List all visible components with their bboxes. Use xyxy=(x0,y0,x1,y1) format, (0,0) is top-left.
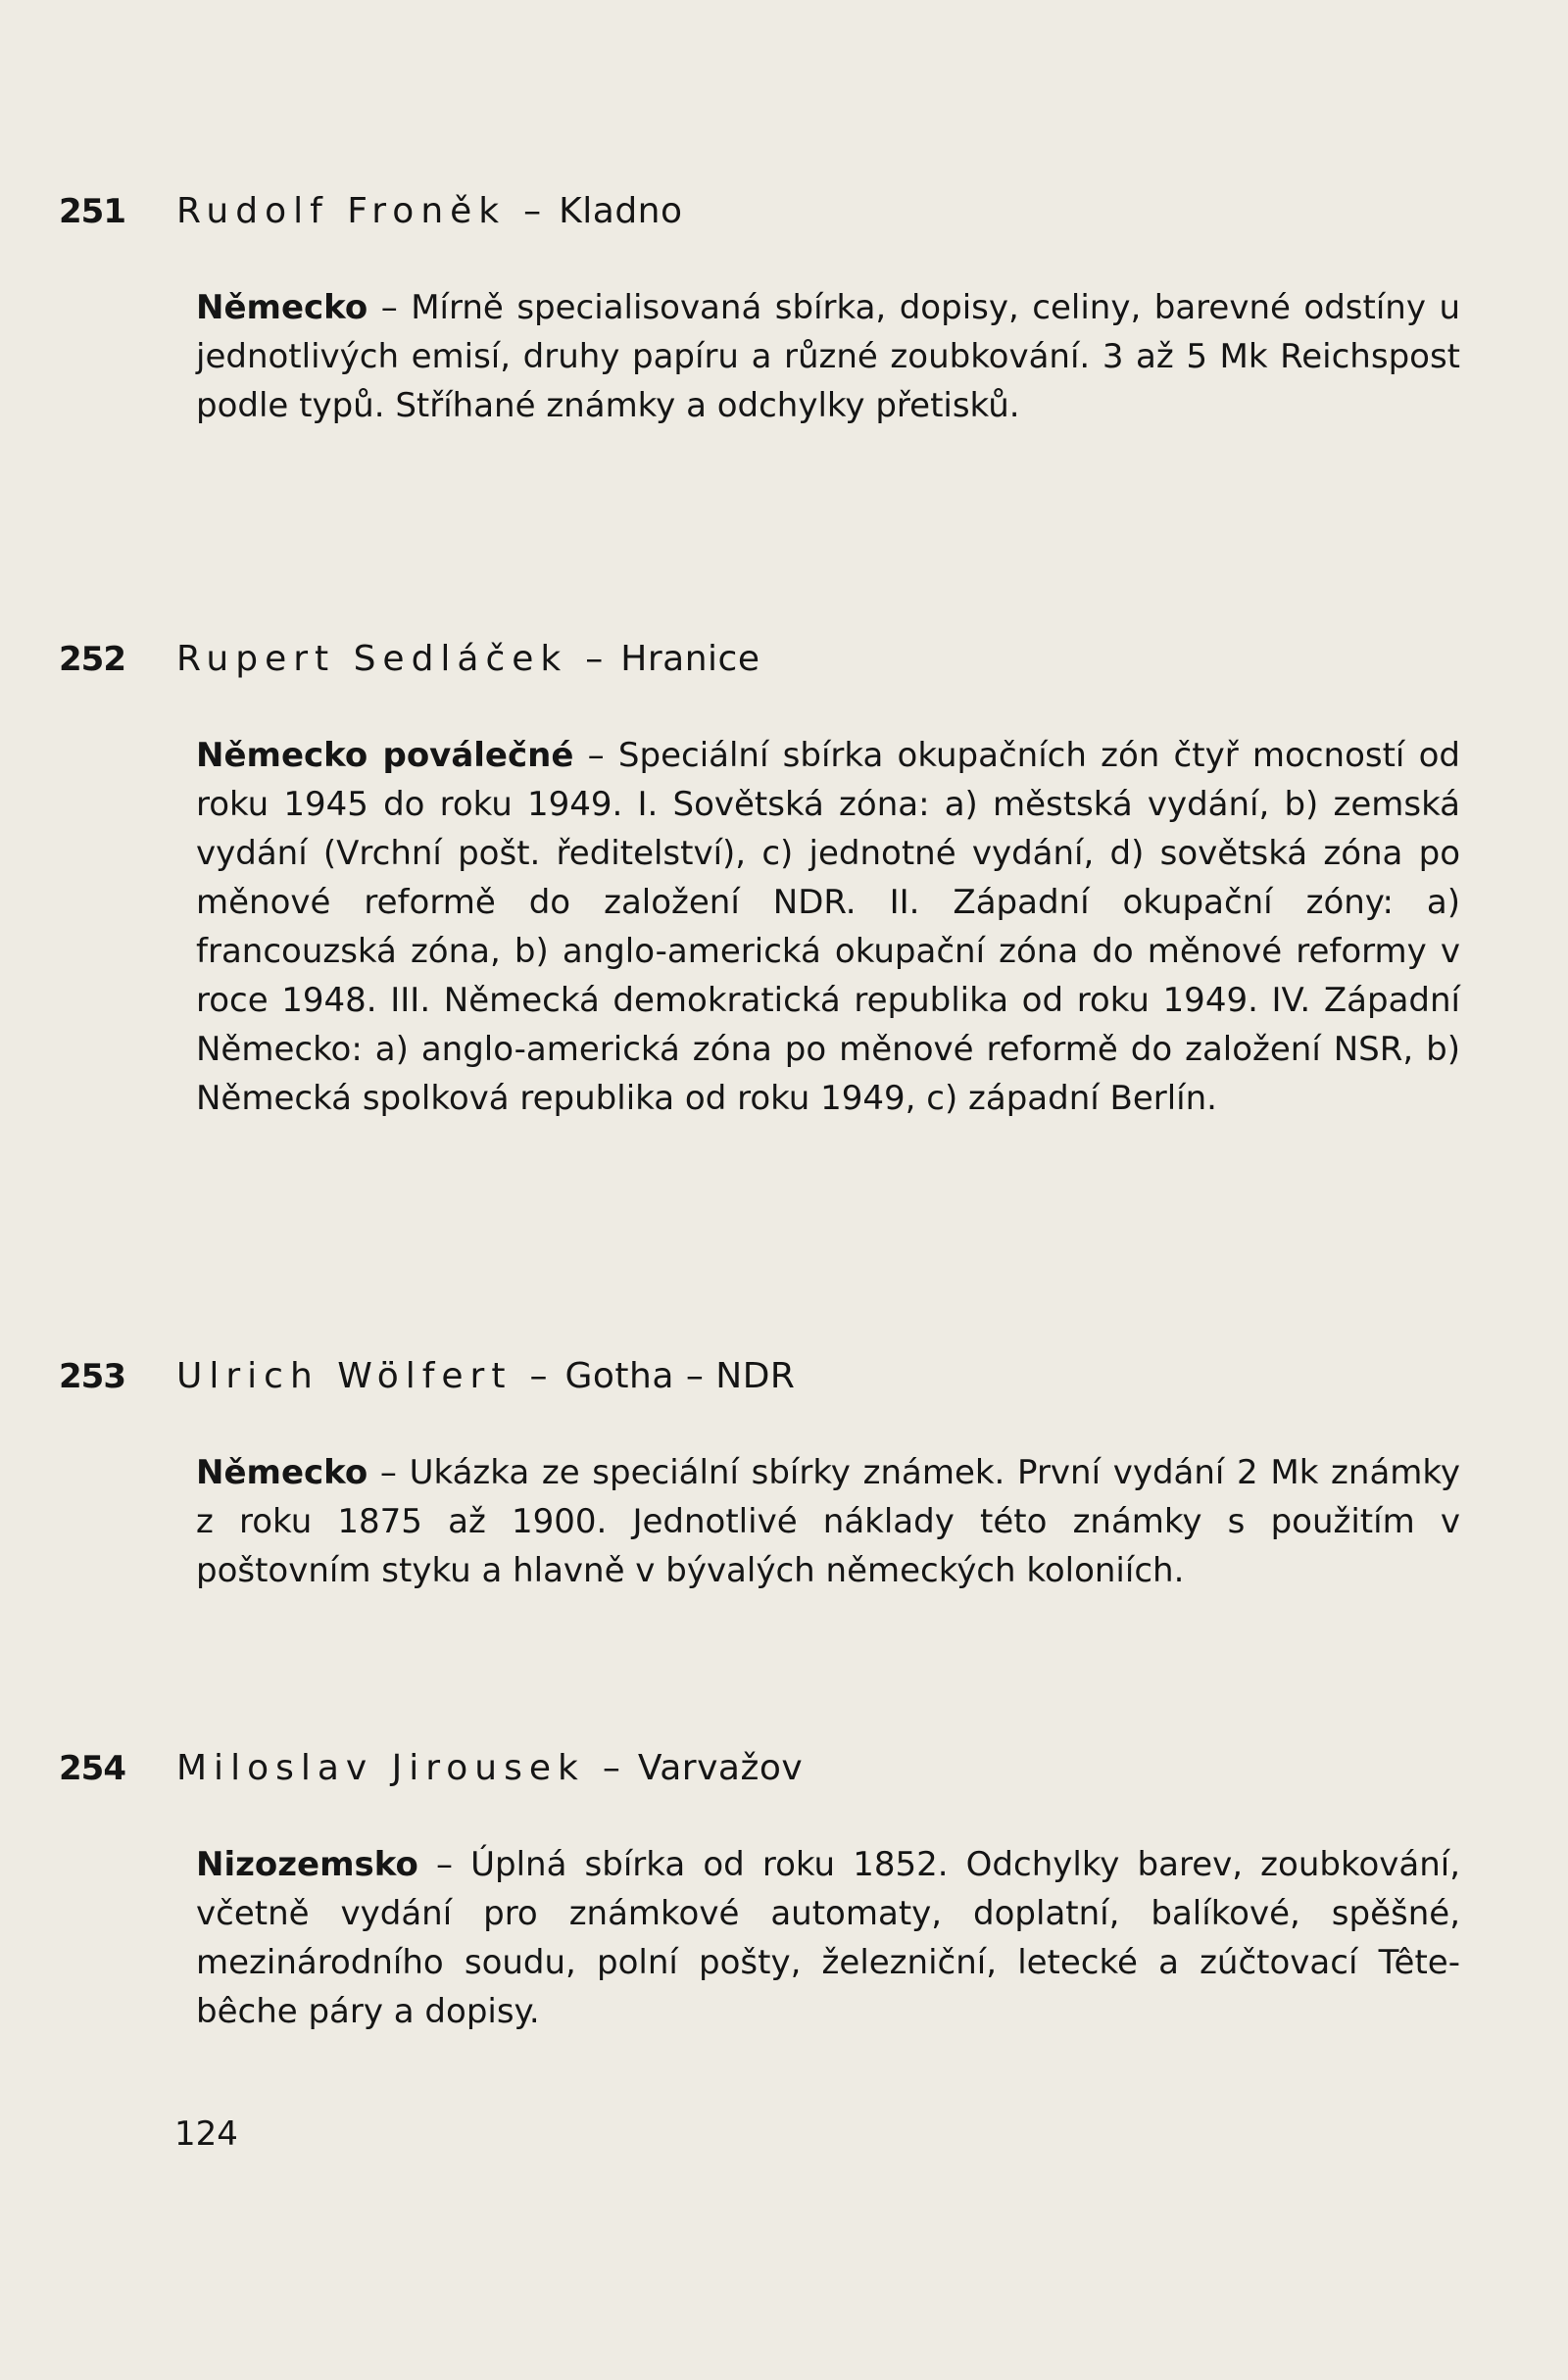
description-text: Ukázka ze speciální sbírky známek. První vydání 2 Mk známky z roku 1875 až 1900. Jednotlivé náklady této známky s použitím v poštovním styku a hlavně v bývalých německých koloniích. xyxy=(196,1453,1461,1590)
page-number: 124 xyxy=(174,2114,238,2154)
entry-252 xyxy=(59,639,1460,1123)
country-dash: – xyxy=(435,1845,471,1884)
entry-number: 253 xyxy=(59,1357,125,1396)
entry-header xyxy=(59,1748,1460,1807)
country-name: Nizozemsko xyxy=(196,1845,418,1884)
separator-dash: – xyxy=(523,191,542,231)
entry-254 xyxy=(59,1748,1460,2036)
collector-place: Gotha – NDR xyxy=(564,1356,796,1396)
entry-description xyxy=(196,1840,1460,2036)
entry-header xyxy=(59,191,1460,250)
entry-description xyxy=(196,283,1460,430)
collector-place: Hranice xyxy=(620,639,760,679)
description-text: Speciální sbírka okupačních zón čtyř mocností od roku 1945 do roku 1949. I. Sovětská zóna: a) městská vydání, b) zemská vydání (Vrchní pošt. ředitelství), c) jednotné vydání, d) sovětská zóna po měnové reformě do založení NDR. II. Západní okupační zóny: a) francouzská zóna, b) anglo-americká okupační zóna do měnové reformy v roce 1948. III. Německá demokratická republika od roku 1949. IV. Západní Německo: a) anglo-americká zóna po měnové reformě do založení NSR, b) Německá spolková republika od roku 1949, c) západní Berlín. xyxy=(196,736,1461,1118)
collector-name: Rudolf Froněk xyxy=(176,191,507,231)
description-text: Úplná sbírka od roku 1852. Odchylky barev, zoubkování, včetně vydání pro známkové automaty, doplatní, balíkové, spěšné, mezinárodního soudu, polní pošty, železniční, letecké a zúčtovací Tête-bêche páry a dopisy. xyxy=(196,1845,1461,2031)
separator-dash: – xyxy=(602,1748,620,1788)
entry-number: 254 xyxy=(59,1749,125,1788)
entry-251 xyxy=(59,191,1460,430)
collector-name: Miloslav Jirousek xyxy=(176,1748,585,1788)
collector-place: Varvažov xyxy=(637,1748,804,1788)
entry-253 xyxy=(59,1356,1460,1595)
country-dash: – xyxy=(379,1453,410,1492)
entry-description xyxy=(196,731,1460,1123)
entry-number: 251 xyxy=(59,192,125,231)
entry-description xyxy=(196,1448,1460,1595)
country-name: Německo xyxy=(196,1453,368,1492)
collector-name: Rupert Sedláček xyxy=(176,639,568,679)
country-dash: – xyxy=(587,736,618,775)
entry-header xyxy=(59,639,1460,698)
collector-place: Kladno xyxy=(559,191,683,231)
country-dash: – xyxy=(380,288,412,327)
description-text: Mírně specialisovaná sbírka, dopisy, celiny, barevné odstíny u jednotlivých emisí, druhy papíru a různé zoubkování. 3 až 5 Mk Reichspost podle typů. Stříhané známky a odchylky přetisků. xyxy=(196,288,1460,425)
collector-name: Ulrich Wölfert xyxy=(176,1356,513,1396)
entry-number: 252 xyxy=(59,640,125,679)
separator-dash: – xyxy=(585,639,604,679)
country-name: Německo xyxy=(196,288,368,327)
entry-header xyxy=(59,1356,1460,1415)
separator-dash: – xyxy=(529,1356,548,1396)
country-name: Německo poválečné xyxy=(196,736,574,775)
